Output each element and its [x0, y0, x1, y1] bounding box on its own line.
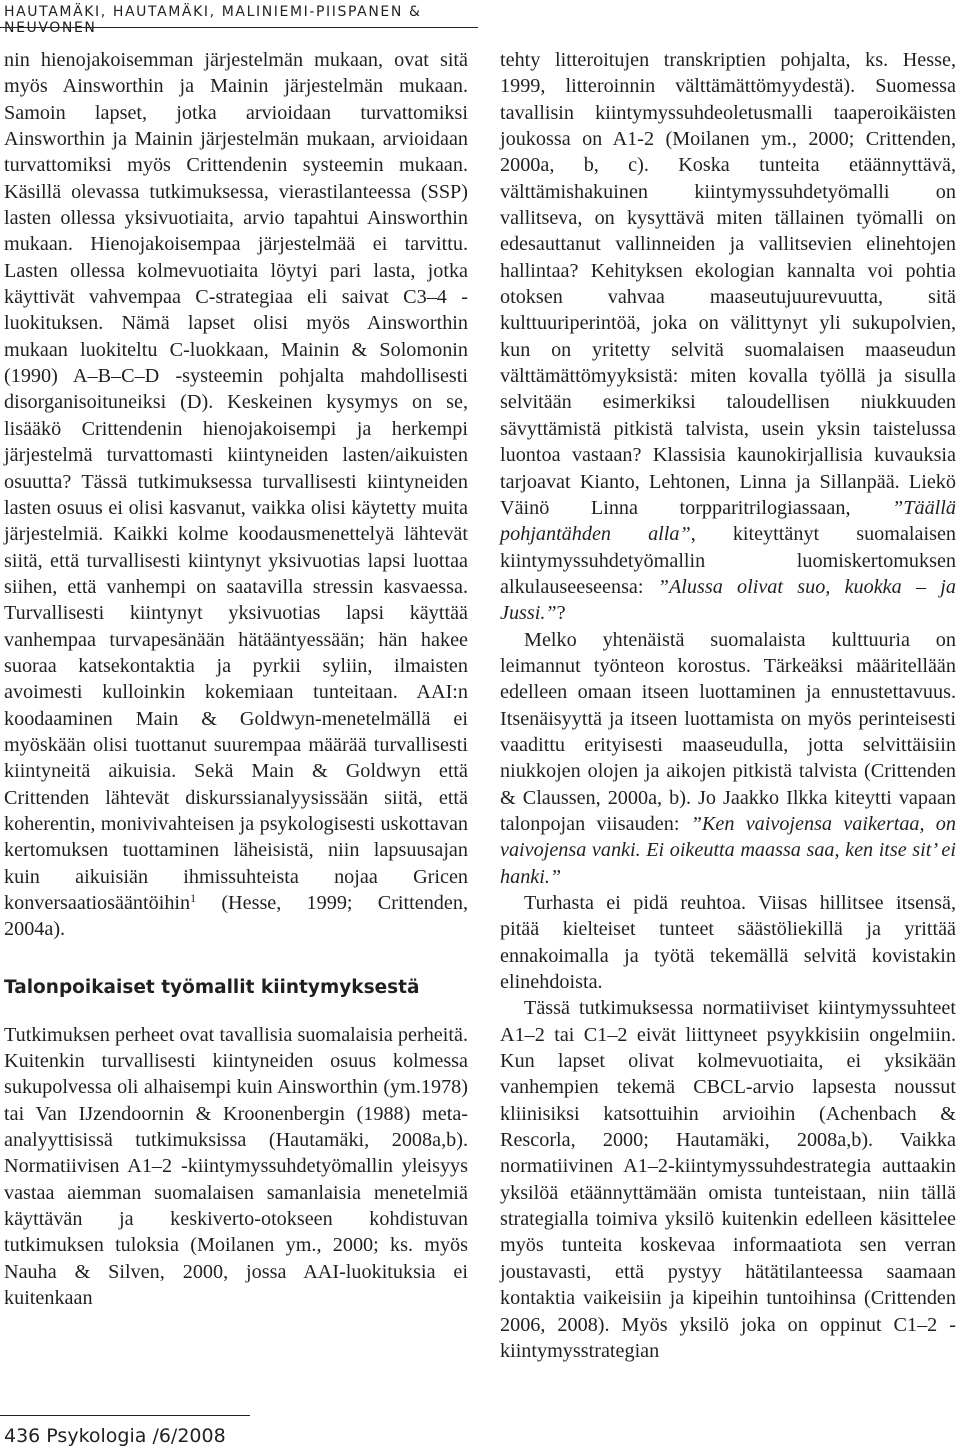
right-paragraph-1-text-a: tehty litteroitujen transkriptien pohjalta, ks. Hesse, 1999, litteroinnin välttämättömyydestä). Suomessa tavallisin kiintymyssuhdeoletusmalli taaperoikäisten joukossa on A1-2 (Moilanen ym., 2000; Crittenden, 2000a, b, c). Koska tunteita etäännyttävä, välttämishakuinen kiintymyssuhdetyömalli on vallitseva, on kysyttävä miten tällainen työmalli on edesauttanut vallinneiden ja vallitsevien elinehtojen hallintaa? Kehityksen ekologian kannalta voi pohtia otoksen vahvaa maaseutujuurevuutta, sitä kulttuuriperintöä, joka on välittynyt yli sukupolvien, kun on yritetty selvitä suomalaisen maaseudun välttämättömyyksistä: miten kovalla työllä ja sisulla selvitään esimerkiksi taloudellisen niukkuuden sävyttämistä pitkistä talvista, usein yksin taistelussa luontoa vastaan? Klassisia kaunokirjallisia kuvauksia tarjoavat Kianto, Lehtonen, Linna ja Sillanpää. Liekö Väinö Linna torpparitrilogiassaan,: [500, 49, 956, 519]
running-header: HAUTAMÄKI, HAUTAMÄKI, MALINIEMI-PIISPANEN & NEUVONEN: [4, 4, 422, 36]
page-footer: 436 Psykologia /6/2008: [4, 1425, 226, 1447]
left-paragraph-2: Tutkimuksen perheet ovat tavallisia suomalaisia perheitä. Kuitenkin turvallisesti kiintyneiden osuus kolmessa sukupolvessa oli alhaisempi kuin Ainsworthin (ym.1978) tai Van IJzendoornin & Kroonenbergin (1988) meta-analyyttisissä tutkimuksissa (Hautamäki, 2008a,b). Normatiivisen A1–2 -kiintymyssuhdetyömallin yleisyys vastaa aiemman suomalaisen samanlaisia menetelmiä käyttävän ja keskiverto-otokseen kohdistuvan tutkimuksen tuloksia (Moilanen ym., 2000; ks. myös Nauha & Silven, 2000, jossa AAI-luokituksia ei kuitenkaan: [4, 1023, 468, 1310]
novel-title-quote: ”Täällä pohjantähden alla”: [500, 496, 956, 546]
right-column: [500, 47, 956, 1364]
right-paragraph-2: [500, 627, 956, 890]
left-paragraph-1: [4, 47, 468, 943]
ilkka-quote: ”Ken vaivojensa vaikertaa, on vaivojensa vanki. Ei oikeutta maassa saa, ken itse sit’ ei hanki.”: [500, 812, 956, 888]
right-paragraph-4: Tässä tutkimuksessa normatiiviset kiintymyssuhteet A1–2 tai C1–2 eivät liittyneet psyykkisiin ongelmiin. Kun lapset olivat kolmevuotiaita, ei yksikään vanhempien tekemä CBCL-arvio lapsesta noussut kliinisiksi katsottuihin arvioihin (Achenbach & Rescorla, 2000; Hautamäki, 2008a,b). Vaikka normatiivinen A1–2-kiintymyssuhdestrategia auttaakin yksilöä etäännyttämään omista tunteistaan, niin tällä strategialla toimiva yksilö kuitenkin edelleen käsittelee myös tunteita koskevaa informaatiota sen verran joustavasti, että pystyy hätätilanteessa saamaan kontaktia vaikeisiin ja kipeihin tuntoihinsa (Crittenden 2006, 2008). Myös yksilö joka on oppinut C1–2 -kiintymysstrategian: [500, 997, 956, 1362]
right-paragraph-3: Turhasta ei pidä reuhtoa. Viisas hillitsee itsensä, pitää kielteiset tunteet säästöliekillä ja yrittää ennakoimalla ja työtä tekemällä selvitä kovistakin elinehdoista.: [500, 892, 956, 994]
footer-divider: [0, 1415, 250, 1416]
left-column: [4, 47, 468, 1311]
right-paragraph-1-text-c: ?: [556, 602, 566, 625]
section-heading: Talonpoikaiset työmallit kiintymyksestä: [4, 976, 420, 998]
right-paragraph-2-text: Melko yhtenäistä suomalaista kulttuuria on leimannut työnteon korostus. Tärkeäksi määritellään edelleen omaan itseen luottaminen ja ennustettavuus. Itsenäisyyttä ja itseen luottamista on myös perinteisesti vaadittu erityisesti maaseudulla, jotta selvittäisiin niukkojen olojen ja aikojen pitkistä talvista (Crittenden & Claussen, 2000a, b). Jo Jaakko Ilkka kiteytti vapaan talonpojan viisauden:: [500, 628, 956, 835]
header-divider: [0, 27, 478, 28]
right-paragraph-1-text-b: , kiteyttänyt suomalaisen kiintymyssuhdetyömallin luomiskertomuksen alkulauseeseensa:: [500, 523, 957, 598]
footnote-marker: 1: [190, 891, 197, 905]
left-paragraph-1-text: nin hienojakoisemman järjestelmän mukaan, ovat sitä myös Ainsworthin ja Mainin järjestelmän mukaan. Samoin lapset, jotka arvioidaan turvattomiksi Ainsworthin ja Mainin järjestelmän mukaan, arvioidaan turvattomiksi myös Crittendenin systeemin mukaan. Käsillä olevassa tutkimuksessa, vierastilanteessa (SSP) lasten ollessa yksivuotiaita, arvio tapahtui Ainsworthin mukaan. Hienojakoisempaa järjestelmää ei tarvittu. Lasten ollessa kolmevuotiaita löytyi pari lasta, jotka käyttivät vahvempaa C-strategiaa eli saivat C3–4 -luokituksen. Nämä lapset olisi myös Ainsworthin mukaan luokiteltu C-luokkaan, Mainin & Solomonin (1990) A–B–C–D -systeemin pohjalta mahdollisesti disorganisoituneiksi (D). Keskeinen kysymys on se, lisääkö Crittendenin hienojakoisempi ja herkempi järjestelmä turvattomasti kiintyneiden lasten/aikuisten osuutta? Tässä tutkimuksessa turvallisesti kiintyneiden lasten osuus ei olisi kasvanut, vaikka olisi käytetty muita järjestelmiä. Kaikki kolme koodausmenettelyä lähtevät siitä, että turvallisesti kiintynyt yksivuotias lapsi luottaa siihen, että vanhempi on saatavilla stressin kasvaessa. Turvallisesti kiintynyt yksivuotias lapsi käyttää vanhempaa turvapesänään hätääntyessään; hän hakee suoraa katsekontaktia ja pyrkii syliin, ilmaisten avoimesti kulloinkin kokemiaan tunteitaan. AAI:n koodaaminen Main & Goldwyn-menetelmällä ei myöskään olisi tuottanut suurempaa määrää turvallisesti kiintyneitä aikuisia. Sekä Main & Goldwyn että Crittenden lähtevät diskurssianalyysissään siitä, että koherentin, monivivahteisen ja psykologisesti uskottavan kertomuksen tuottaminen läheisistä, niin lapsuusajan kuin aikuisiän ihmissuhteista nojaa Gricen konversaatiosääntöihin: [4, 49, 468, 914]
novel-opening-quote: ”Alussa olivat suo, kuokka – ja Jussi.”: [500, 575, 956, 625]
left-paragraph-1-tail: (Hesse, 1999; Crittenden, 2004a).: [4, 892, 468, 941]
right-paragraph-1: [500, 47, 956, 627]
